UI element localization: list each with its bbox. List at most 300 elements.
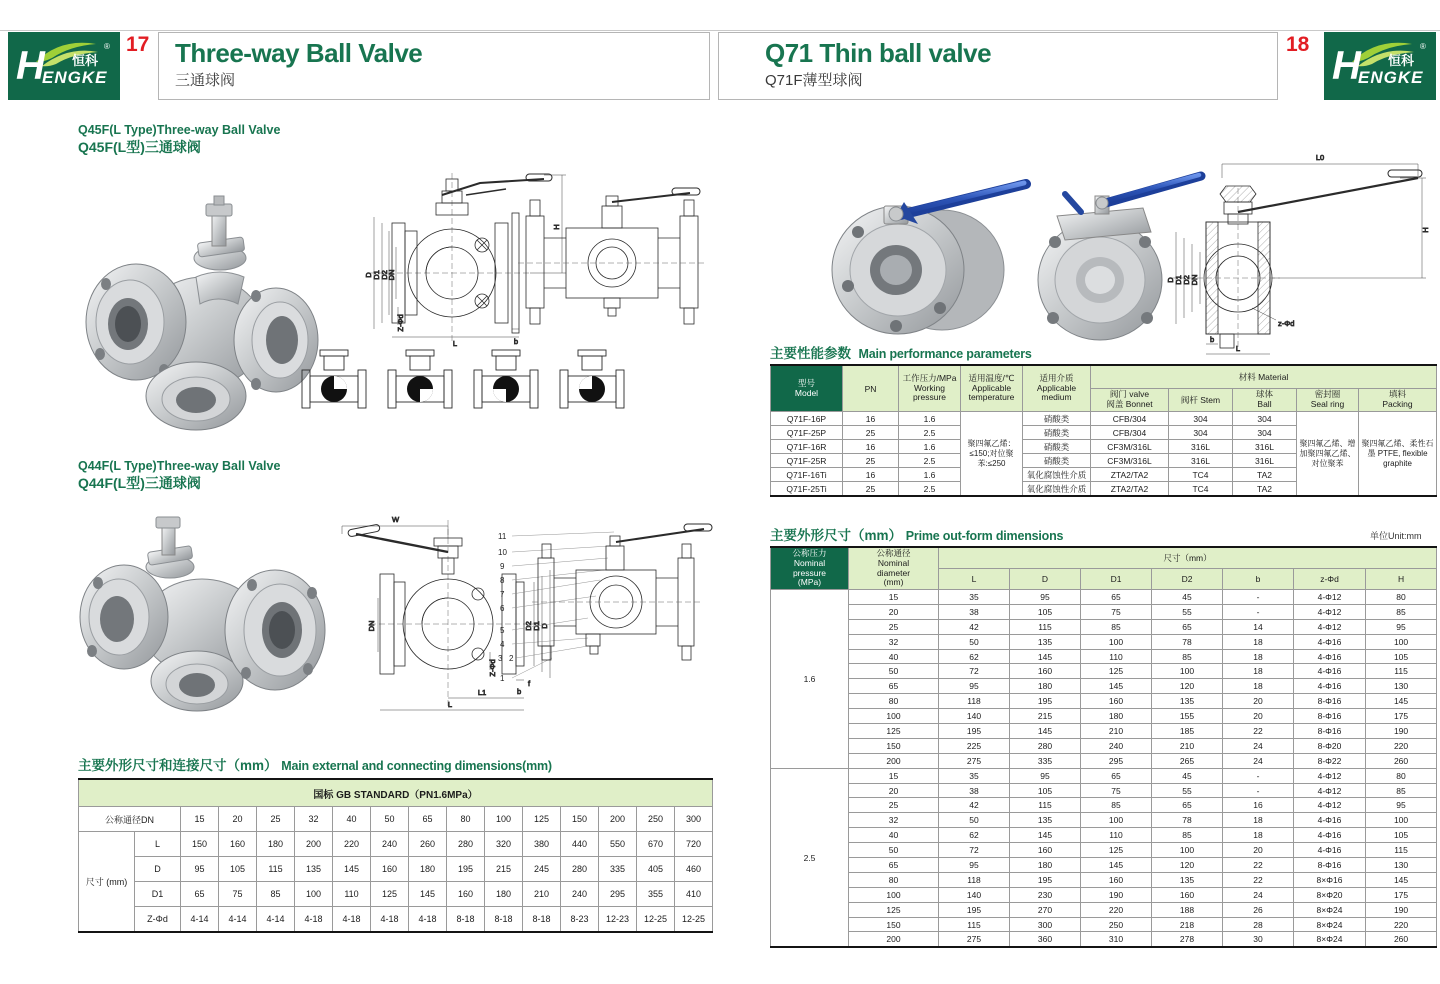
dim-label: D1 [372, 270, 381, 280]
medium-cell: 硝酸类 [1023, 454, 1091, 468]
dim-label: H [1421, 227, 1430, 233]
table-cell: 62 [939, 828, 1010, 843]
logo-letter: H [1332, 44, 1361, 88]
table-row [771, 917, 1437, 932]
table-cell: 220 [1366, 917, 1437, 932]
table-cell: 15 [849, 590, 939, 605]
table-cell: 1.6 [899, 468, 961, 482]
col-L: L [939, 569, 1010, 590]
table-cell: 220 [333, 832, 371, 857]
table-cell: 30 [1223, 932, 1294, 947]
table-cell: 4-Φ16 [1294, 649, 1366, 664]
table-cell: - [1223, 768, 1294, 783]
table-cell: 125 [849, 902, 939, 917]
table-cell: 75 [219, 882, 257, 907]
table-cell: 18 [1223, 813, 1294, 828]
table-cell: 32 [849, 813, 939, 828]
table-cell: 140 [939, 887, 1010, 902]
model-cell: Q71F-16P [771, 412, 843, 426]
header-line: Applicable [971, 382, 1012, 393]
table-cell: 4-18 [409, 907, 447, 933]
dim-label: D2 [524, 621, 533, 631]
table-cell: 100 [1081, 634, 1152, 649]
table-cell: 316L [1233, 440, 1297, 454]
model-cell: Q71F-25Ti [771, 482, 843, 497]
table-cell: 188 [1152, 902, 1223, 917]
table-cell: 50 [939, 634, 1010, 649]
dn-label: 公称通径DN [79, 807, 181, 832]
q45f-heading-cn: Q45F(L型)三通球阀 [78, 139, 201, 155]
table-cell: 18 [1223, 634, 1294, 649]
col-pressure [771, 547, 849, 590]
table-cell: 115 [939, 917, 1010, 932]
table-cell: 75 [1081, 783, 1152, 798]
table-cell: 12-23 [599, 907, 637, 933]
dim-label: DN [1190, 274, 1199, 286]
table-cell: 440 [561, 832, 599, 857]
table-cell: 210 [523, 882, 561, 907]
table-cell: 20 [849, 783, 939, 798]
dim-label: DN [367, 620, 376, 632]
table-cell: 4-18 [371, 907, 409, 933]
table-cell: 180 [485, 882, 523, 907]
dn-value: 100 [485, 807, 523, 832]
header-line: pressure [792, 567, 827, 578]
medium-cell: 硝酸类 [1023, 426, 1091, 440]
table-cell: 180 [257, 832, 295, 857]
table-cell: 14 [1223, 619, 1294, 634]
part-number: 6 [500, 604, 505, 613]
table-row [771, 365, 1437, 389]
table-cell: 18 [1223, 828, 1294, 843]
table-cell: 105 [1010, 783, 1081, 798]
table-cell: 160 [371, 857, 409, 882]
table-cell: 4-Φ12 [1294, 783, 1366, 798]
table-row [79, 832, 713, 857]
packing-cell: 聚四氟乙烯、柔性石墨 PTFE, flexible graphite [1359, 412, 1437, 497]
table-cell: 65 [849, 858, 939, 873]
standard-header: 国标 GB STANDARD（PN1.6MPa） [79, 779, 713, 807]
table-cell: CFB/304 [1091, 426, 1169, 440]
table-cell: 4-Φ12 [1294, 768, 1366, 783]
table-cell: 304 [1169, 412, 1233, 426]
table-row [79, 807, 713, 832]
table-cell: 295 [599, 882, 637, 907]
perf-title-cn: 主要性能参数 [770, 346, 851, 361]
table-cell: 118 [939, 872, 1010, 887]
temperature-cell: 聚四氟乙烯：≤150;对位聚苯:≤250 [961, 412, 1023, 497]
dims-table-title [770, 524, 1063, 544]
q44f-valve-photo [72, 505, 330, 723]
table-cell: 195 [447, 857, 485, 882]
table-cell: TA2 [1233, 482, 1297, 497]
table-cell: 180 [1081, 709, 1152, 724]
dim-label: D [540, 623, 549, 629]
table-row [771, 679, 1437, 694]
table-cell: 95 [181, 857, 219, 882]
table-cell: 2.5 [899, 482, 961, 497]
table-cell: 135 [295, 857, 333, 882]
table-row [771, 843, 1437, 858]
right-page-subtitle: Q71F薄型球阀 [765, 72, 863, 89]
table-cell: 8-Φ16 [1294, 694, 1366, 709]
table-cell: 160 [447, 882, 485, 907]
medium-cell: 氧化腐蚀性介质 [1023, 468, 1091, 482]
table-cell: 42 [939, 798, 1010, 813]
table-cell: 190 [1366, 902, 1437, 917]
table-cell: - [1223, 590, 1294, 605]
header-line: 阀盖 Bonnet [1106, 399, 1153, 409]
table-cell: 220 [1366, 738, 1437, 753]
table-row [771, 619, 1437, 634]
table-cell: 55 [1152, 783, 1223, 798]
table-cell: 295 [1081, 753, 1152, 768]
dn-value: 40 [333, 807, 371, 832]
part-number: 9 [500, 562, 505, 571]
table-cell: - [1223, 783, 1294, 798]
logo-text: ENGKE [1358, 68, 1424, 87]
table-cell: 105 [1366, 649, 1437, 664]
table-cell: 300 [1010, 917, 1081, 932]
table-row [771, 649, 1437, 664]
table-cell: 95 [1010, 590, 1081, 605]
table-cell: 16 [843, 468, 899, 482]
table-row [771, 887, 1437, 902]
dim-label: W [392, 515, 400, 524]
table-cell: 125 [371, 882, 409, 907]
col-diameter [849, 547, 939, 590]
header-line: Packing [1382, 399, 1413, 409]
table-row [79, 779, 713, 807]
col-D1: D1 [1081, 569, 1152, 590]
header-line: 适用温度/℃ [968, 372, 1015, 383]
table-cell: 120 [1152, 679, 1223, 694]
table-row [771, 694, 1437, 709]
header-line: Nominal [877, 557, 910, 568]
table-cell: 155 [1152, 709, 1223, 724]
table-cell: 95 [939, 858, 1010, 873]
table-cell: 195 [1010, 694, 1081, 709]
table-cell: 20 [1223, 709, 1294, 724]
table-cell: 135 [1152, 872, 1223, 887]
table-cell: 145 [1010, 649, 1081, 664]
table-cell: 105 [1010, 604, 1081, 619]
table-cell: 215 [485, 857, 523, 882]
table-cell: 355 [637, 882, 675, 907]
unit-note: 单位Unit:mm [1370, 531, 1422, 541]
table-cell: 280 [561, 857, 599, 882]
registered-mark: ® [1420, 42, 1426, 51]
table-cell: 275 [939, 753, 1010, 768]
table-cell: 175 [1366, 887, 1437, 902]
table-cell: 110 [333, 882, 371, 907]
table-cell: 125 [1081, 664, 1152, 679]
table-cell: 16 [1223, 798, 1294, 813]
part-number: 5 [500, 626, 505, 635]
table-cell: 40 [849, 649, 939, 664]
table-cell: 100 [849, 887, 939, 902]
model-cell: Q71F-25P [771, 426, 843, 440]
table-cell: 280 [447, 832, 485, 857]
table-row [771, 872, 1437, 887]
table-cell: 4-14 [181, 907, 219, 933]
dim-label: b [513, 337, 519, 346]
table-cell: 8×Φ20 [1294, 887, 1366, 902]
medium-cell: 氧化腐蚀性介质 [1023, 482, 1091, 497]
table-cell: 80 [849, 694, 939, 709]
header-line: Working [913, 382, 946, 393]
left-page-title: Three-way Ball Valve [175, 38, 423, 68]
table-cell: 410 [675, 882, 713, 907]
table-cell: 100 [1081, 813, 1152, 828]
table-cell: 405 [637, 857, 675, 882]
table-cell: 4-Φ12 [1294, 798, 1366, 813]
header-line: Applicable [1036, 382, 1077, 393]
header-line: temperature [968, 392, 1015, 403]
row-label: D [135, 857, 181, 882]
table-cell: 110 [1081, 828, 1152, 843]
table-cell: 95 [1366, 619, 1437, 634]
table-row [771, 724, 1437, 739]
dn-value: 65 [409, 807, 447, 832]
header-line: Nominal [793, 557, 826, 568]
part-number: 1 [500, 674, 505, 683]
table-cell: 8×Φ16 [1294, 872, 1366, 887]
table-cell: 100 [1366, 634, 1437, 649]
table-row [771, 709, 1437, 724]
seal-ring-cell: 聚四氟乙烯、增加聚四氟乙烯、对位聚苯 [1297, 412, 1359, 497]
left-page-title-box [158, 32, 710, 100]
table-row [771, 753, 1437, 768]
q45f-section-heading [78, 122, 280, 157]
dim-label: L [447, 700, 453, 709]
table-cell: 278 [1152, 932, 1223, 947]
dims-title-en: Prime out-form dimensions [905, 529, 1064, 543]
page-top-rule [0, 30, 1440, 31]
header-line: 公称压力 [792, 547, 827, 558]
table-cell: 4-Φ12 [1294, 619, 1366, 634]
table-cell: 12-25 [675, 907, 713, 933]
table-cell: 105 [1366, 828, 1437, 843]
table-cell: 550 [599, 832, 637, 857]
table-cell: 220 [1081, 902, 1152, 917]
table-cell: 28 [1223, 917, 1294, 932]
table-cell: 50 [849, 664, 939, 679]
dim-label: b [1210, 335, 1215, 344]
table-cell: 260 [1366, 932, 1437, 947]
page-number-left: 17 [126, 33, 150, 56]
table-cell: 8-18 [485, 907, 523, 933]
table-cell: 135 [1010, 813, 1081, 828]
table-cell: 4-Φ16 [1294, 843, 1366, 858]
table-cell: 16 [843, 412, 899, 426]
table-cell: 15 [849, 768, 939, 783]
part-number: 11 [498, 532, 507, 541]
table-row [771, 604, 1437, 619]
table-cell: 24 [1223, 887, 1294, 902]
q45f-valve-photo [78, 182, 326, 447]
perf-title-en: Main performance parameters [858, 347, 1032, 361]
table-cell: 75 [1081, 604, 1152, 619]
brand-logo-left [8, 32, 120, 100]
dims-title-cn: 主要外形尺寸（mm） [770, 528, 903, 543]
dn-value: 125 [523, 807, 561, 832]
table-cell: 8-Φ16 [1294, 709, 1366, 724]
dn-value: 80 [447, 807, 485, 832]
header-line: Ball [1257, 399, 1272, 409]
table-cell: 180 [1010, 679, 1081, 694]
table-cell: 100 [849, 709, 939, 724]
table-cell: 85 [1366, 783, 1437, 798]
table-cell: 190 [1366, 724, 1437, 739]
table-cell: 150 [849, 917, 939, 932]
table-cell: 215 [1010, 709, 1081, 724]
table-cell: 38 [939, 783, 1010, 798]
q44f-heading-en: Q44F(L Type)Three-way Ball Valve [78, 459, 281, 473]
table-cell: 18 [1223, 664, 1294, 679]
table-row [771, 738, 1437, 753]
table-cell: 4-Φ16 [1294, 634, 1366, 649]
table-cell: 195 [939, 902, 1010, 917]
row-label: D1 [135, 882, 181, 907]
table-cell: 78 [1152, 813, 1223, 828]
dn-value: 150 [561, 807, 599, 832]
table-cell: 720 [675, 832, 713, 857]
dim-label: DN [387, 269, 396, 281]
perf-table-body [771, 412, 1437, 497]
q45f-flow-diagrams [298, 346, 634, 426]
table-cell: 100 [295, 882, 333, 907]
table-cell: 160 [1152, 887, 1223, 902]
dim-label: L1 [477, 688, 487, 697]
header-line: pressure [912, 392, 947, 403]
table-row [771, 798, 1437, 813]
table-cell: 460 [675, 857, 713, 882]
table-cell: 110 [1081, 649, 1152, 664]
table-cell: 2.5 [899, 426, 961, 440]
table-cell: 65 [1081, 768, 1152, 783]
table-cell: 180 [1010, 858, 1081, 873]
col-pn: PN [843, 365, 899, 412]
table-cell: 115 [1010, 619, 1081, 634]
table-cell: 304 [1233, 412, 1297, 426]
dim-label: D2 [1182, 275, 1191, 285]
table-row [771, 412, 1437, 426]
q44f-section-heading [78, 458, 280, 493]
col-H: H [1366, 569, 1437, 590]
table-cell: 65 [1152, 619, 1223, 634]
medium-cell: 硝酸类 [1023, 412, 1091, 426]
table-cell: 145 [1010, 828, 1081, 843]
model-cell: Q71F-16R [771, 440, 843, 454]
table-cell: 80 [1366, 768, 1437, 783]
table-cell: 280 [1010, 738, 1081, 753]
table-cell: TC4 [1169, 468, 1233, 482]
table-cell: 360 [1010, 932, 1081, 947]
col-model [771, 365, 843, 412]
table-cell: 260 [409, 832, 447, 857]
table-cell: 8-23 [561, 907, 599, 933]
model-cell: Q71F-25R [771, 454, 843, 468]
table-cell: TC4 [1169, 482, 1233, 497]
dim-label: Z-Φd [488, 659, 497, 677]
table-cell: 78 [1152, 634, 1223, 649]
table-cell: 80 [849, 872, 939, 887]
table-cell: 4-Φ16 [1294, 813, 1366, 828]
dn-value: 15 [181, 807, 219, 832]
table-cell: - [1223, 604, 1294, 619]
table-row [771, 932, 1437, 947]
table-cell: 24 [1223, 738, 1294, 753]
table-cell: 316L [1169, 454, 1233, 468]
q44f-heading-cn: Q44F(L型)三通球阀 [78, 475, 201, 491]
table-cell: 145 [1010, 724, 1081, 739]
table-cell: 8-18 [523, 907, 561, 933]
table-cell: 190 [1081, 887, 1152, 902]
table-cell: 240 [371, 832, 409, 857]
table-cell: 105 [219, 857, 257, 882]
table-cell: 85 [1366, 604, 1437, 619]
table-cell: 65 [1152, 798, 1223, 813]
table-cell: 12-25 [637, 907, 675, 933]
table-cell: 72 [939, 664, 1010, 679]
header-line: 密封圈 [1314, 389, 1341, 400]
dn-value: 200 [599, 807, 637, 832]
dims-table-body [771, 590, 1437, 948]
q44f-side-drawing [492, 518, 722, 698]
left-table-title-cn: 主要外形尺寸和连接尺寸（mm） [78, 758, 278, 773]
perf-table-title [770, 342, 1032, 362]
table-row [771, 590, 1437, 605]
table-cell: 4-14 [257, 907, 295, 933]
dim-label: f [528, 679, 531, 688]
part-number: 7 [500, 590, 505, 599]
table-cell: 100 [1152, 664, 1223, 679]
table-cell: 225 [939, 738, 1010, 753]
page-number-right: 18 [1286, 33, 1310, 56]
table-cell: 118 [939, 694, 1010, 709]
table-cell: 25 [843, 454, 899, 468]
table-cell: 25 [849, 619, 939, 634]
table-cell: 8-Φ20 [1294, 738, 1366, 753]
table-cell: 115 [1366, 843, 1437, 858]
row-label: Z-Φd [135, 907, 181, 933]
table-cell: 380 [523, 832, 561, 857]
table-cell: 65 [849, 679, 939, 694]
table-cell: 1.6 [899, 412, 961, 426]
table-cell: 4-Φ16 [1294, 664, 1366, 679]
table-cell: 95 [1010, 768, 1081, 783]
table-cell: 335 [1010, 753, 1081, 768]
table-cell: 62 [939, 649, 1010, 664]
table-cell: 18 [1223, 679, 1294, 694]
table-cell: 8-Φ16 [1294, 724, 1366, 739]
table-cell: 175 [1366, 709, 1437, 724]
dim-label: D1 [1174, 275, 1183, 285]
table-cell: 130 [1366, 858, 1437, 873]
table-cell: 195 [939, 724, 1010, 739]
table-cell: 65 [1081, 590, 1152, 605]
table-cell: 160 [1010, 664, 1081, 679]
header-line: (MPa) [797, 577, 822, 588]
table-cell: 210 [1081, 724, 1152, 739]
table-cell: 1.6 [899, 440, 961, 454]
table-cell: 140 [939, 709, 1010, 724]
part-number: 10 [498, 548, 507, 557]
table-cell: 304 [1169, 426, 1233, 440]
logo-text: ENGKE [42, 68, 108, 87]
table-cell: 270 [1010, 902, 1081, 917]
